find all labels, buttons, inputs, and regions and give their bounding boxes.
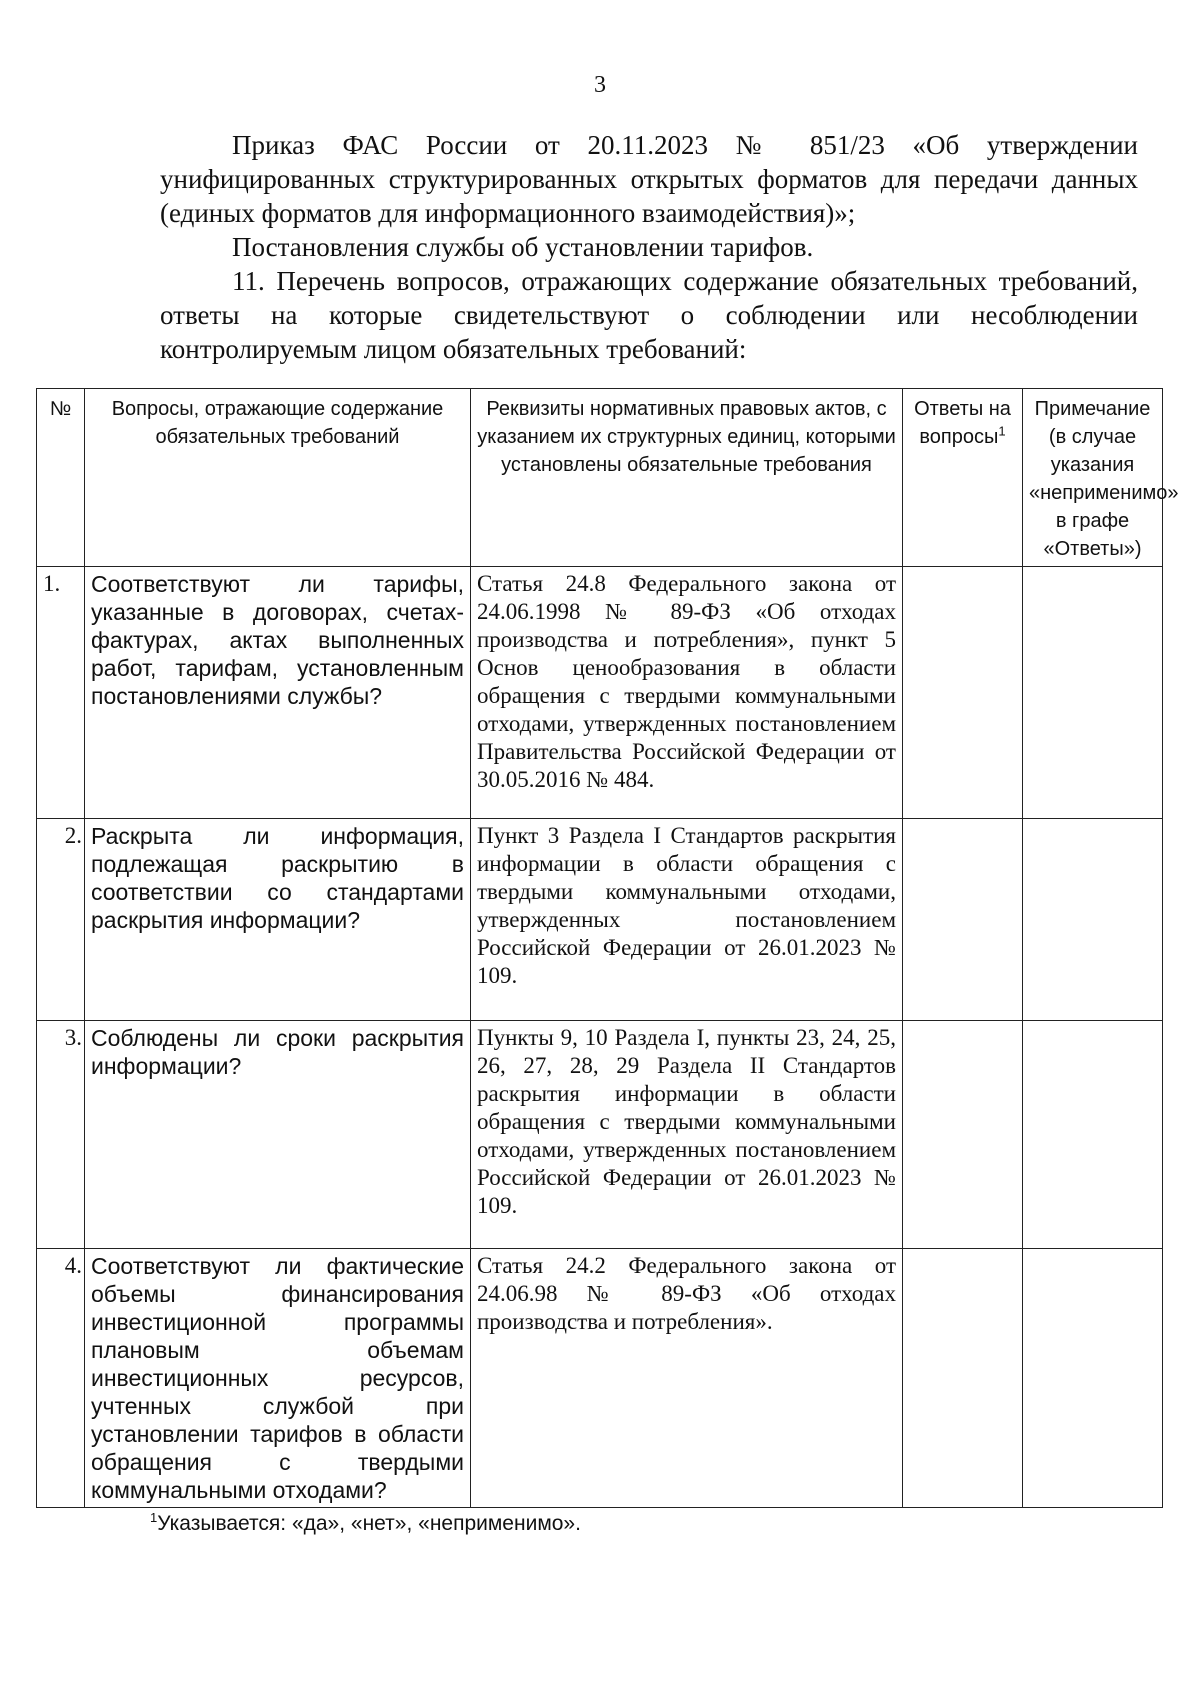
row-requisites: Пункт 3 Раздела I Стандартов раскрытия информации в области обращения с твердыми коммунальными отходами, утвержденных постановлением Российской Федерации от 26.01.2023 № 109. bbox=[471, 819, 903, 1021]
table-row bbox=[37, 1249, 1163, 1508]
header-num: № bbox=[37, 389, 85, 567]
row-number: 2. bbox=[37, 819, 85, 1021]
row-note bbox=[1023, 1249, 1163, 1508]
header-questions: Вопросы, отражающие содержание обязательных требований bbox=[85, 389, 471, 567]
footnote bbox=[150, 1512, 581, 1536]
intro-paragraph-resolutions: Постановления службы об установлении тарифов. bbox=[232, 232, 814, 262]
row-note bbox=[1023, 1021, 1163, 1249]
row-answer bbox=[903, 1249, 1023, 1508]
intro-text bbox=[160, 128, 1138, 366]
table-row bbox=[37, 567, 1163, 819]
row-answer bbox=[903, 567, 1023, 819]
footnote-ref: 1 bbox=[998, 423, 1006, 439]
row-question: Соответствуют ли тарифы, указанные в договорах, счетах-фактурах, актах выполненных работ, тарифам, установленным постановлениями службы? bbox=[85, 567, 471, 819]
page-number: 3 bbox=[594, 72, 606, 98]
table-row bbox=[37, 1021, 1163, 1249]
row-requisites: Статья 24.8 Федерального закона от 24.06.1998 № 89-ФЗ «Об отходах производства и потребления», пункт 5 Основ ценообразования в области обращения с твердыми коммунальными отходами, утвержденных постановлением Правительства Российской Федерации от 30.05.2016 № 484. bbox=[471, 567, 903, 819]
table-header-row bbox=[37, 389, 1163, 567]
row-note bbox=[1023, 819, 1163, 1021]
row-note bbox=[1023, 567, 1163, 819]
intro-paragraph-list-heading: 11. Перечень вопросов, отражающих содержание обязательных требований, ответы на которые свидетельствуют о соблюдении или несоблюдении контролируемым лицом обязательных требований: bbox=[160, 266, 1138, 364]
row-number: 3. bbox=[37, 1021, 85, 1249]
header-answers bbox=[903, 389, 1023, 567]
requirements-table bbox=[36, 388, 1179, 1508]
row-question: Соблюдены ли сроки раскрытия информации? bbox=[85, 1021, 471, 1249]
row-question: Соответствуют ли фактические объемы финансирования инвестиционной программы плановым объемам инвестиционных ресурсов, учтенных службой при установлении тарифов в области обращения с твердыми коммунальными отходами? bbox=[85, 1249, 471, 1508]
header-note: Примечание (в случае указания «неприменимо» в графе «Ответы») bbox=[1023, 389, 1163, 567]
row-requisites: Пункты 9, 10 Раздела I, пункты 23, 24, 25, 26, 27, 28, 29 Раздела II Стандартов раскрытия информации в области обращения с твердыми коммунальными отходами, утвержденных постановлением Российской Федерации от 26.01.2023 № 109. bbox=[471, 1021, 903, 1249]
header-answers-label: Ответы на вопросы bbox=[914, 398, 1011, 448]
table-row bbox=[37, 819, 1163, 1021]
row-requisites: Статья 24.2 Федерального закона от 24.06.98 № 89-ФЗ «Об отходах производства и потребления». bbox=[471, 1249, 903, 1508]
footnote-text: Указывается: «да», «нет», «неприменимо». bbox=[157, 1512, 581, 1535]
intro-paragraph-order: Приказ ФАС России от 20.11.2023 № 851/23 «Об утверждении унифицированных структурированных открытых форматов для передачи данных (единых форматов для информационного взаимодействия)»; bbox=[160, 130, 1138, 228]
row-number: 4. bbox=[37, 1249, 85, 1508]
row-answer bbox=[903, 1021, 1023, 1249]
footnote-mark: 1 bbox=[150, 1510, 158, 1525]
row-question: Раскрыта ли информация, подлежащая раскрытию в соответствии со стандартами раскрытия информации? bbox=[85, 819, 471, 1021]
header-requisites: Реквизиты нормативных правовых актов, с указанием их структурных единиц, которыми установлены обязательные требования bbox=[471, 389, 903, 567]
row-number: 1. bbox=[37, 567, 85, 819]
row-answer bbox=[903, 819, 1023, 1021]
